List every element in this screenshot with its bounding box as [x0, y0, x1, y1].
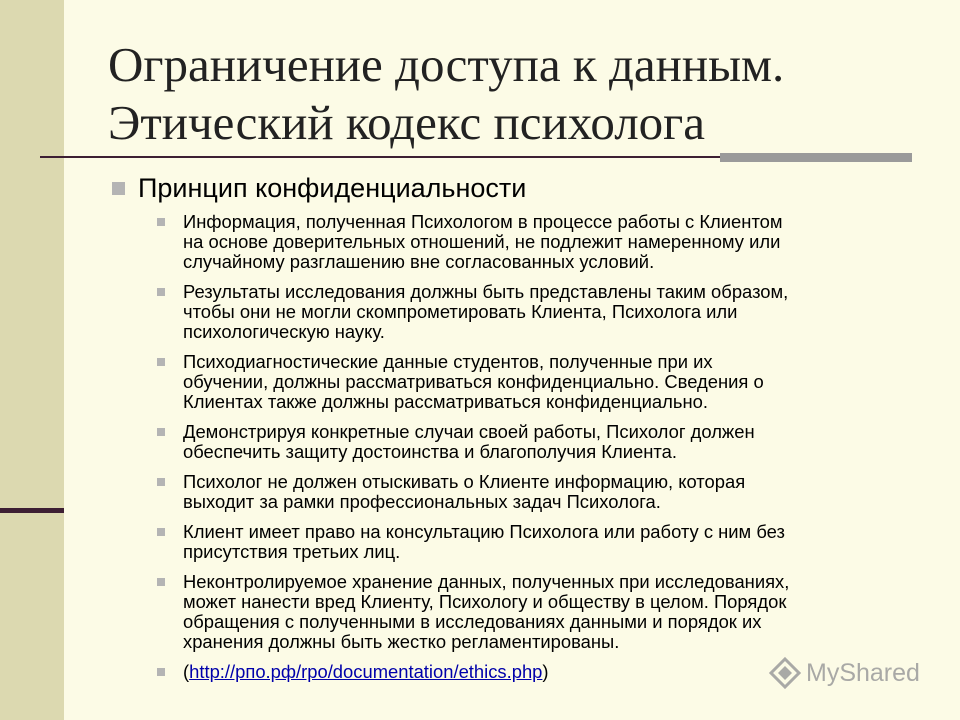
myshared-logo-icon [768, 656, 802, 690]
list-item [183, 422, 923, 462]
list-item [183, 472, 923, 512]
square-bullet-icon [157, 668, 165, 676]
list-item-line: обращения с полученными в исследованиях данными и порядок их [183, 611, 762, 632]
list-item-line: Демонстрируя конкретные случаи своей работы, Психолог должен [183, 421, 755, 442]
list-item-line: Неконтролируемое хранение данных, полученных при исследованиях, [183, 571, 790, 592]
square-bullet-icon [112, 182, 125, 195]
list-item-line: может нанести вред Клиенту, Психологу и обществу в целом. Порядок [183, 591, 787, 612]
list-item-line: Клиентах также должны рассматриваться конфиденциально. [183, 391, 708, 412]
list-item-line: психологическую науку. [183, 321, 385, 342]
list-item [183, 572, 923, 652]
square-bullet-icon [157, 358, 165, 366]
square-bullet-icon [157, 478, 165, 486]
principles-list [183, 212, 923, 692]
link-close-paren: ) [542, 661, 549, 682]
square-bullet-icon [157, 288, 165, 296]
list-item [183, 352, 923, 412]
list-item-line: Психолог не должен отыскивать о Клиенте информацию, которая [183, 471, 746, 492]
list-item-line: Клиент имеет право на консультацию Психолога или работу с ним без [183, 521, 785, 542]
slide-title [108, 36, 928, 152]
section-heading [138, 172, 526, 204]
ethics-code-link[interactable]: http://рпо.рф/rpo/documentation/ethics.php [189, 661, 543, 682]
list-item-line: на основе доверительных отношений, не подлежит намеренному или [183, 231, 781, 252]
list-item-line: хранения должны быть жестко регламентированы. [183, 631, 620, 652]
square-bullet-icon [157, 428, 165, 436]
square-bullet-icon [157, 528, 165, 536]
square-bullet-icon [157, 218, 165, 226]
myshared-watermark [768, 656, 920, 690]
square-bullet-icon [157, 578, 165, 586]
sidebar-accent-bar [0, 508, 64, 513]
list-item-line: обеспечить защиту достоинства и благополучия Клиента. [183, 441, 677, 462]
list-item-line: случайному разглашению вне согласованных условий. [183, 251, 655, 272]
list-item [183, 212, 923, 272]
sidebar-band [0, 0, 64, 720]
watermark-text: MyShared [806, 658, 920, 687]
section-heading-text: Принцип конфиденциальности [138, 173, 527, 203]
list-item [183, 282, 923, 342]
title-underline-accent [720, 153, 912, 162]
list-item-line: Психодиагностические данные студентов, полученные при их [183, 351, 713, 372]
slide-title-line-1: Ограничение доступа к данным. [108, 37, 785, 92]
list-item-line: обучении, должны рассматриваться конфиденциально. Сведения о [183, 371, 764, 392]
list-item-line: Результаты исследования должны быть представлены таким образом, [183, 281, 789, 302]
list-item-line: выходит за рамки профессиональных задач Психолога. [183, 491, 661, 512]
list-item-line: чтобы они не могли скомпрометировать Клиента, Психолога или [183, 301, 738, 322]
link-open-paren: ( [183, 661, 190, 682]
list-item-line: Информация, полученная Психологом в процессе работы с Клиентом [183, 211, 783, 232]
list-item [183, 522, 923, 562]
slide-title-line-2: Этический кодекс психолога [108, 95, 705, 150]
list-item-line: присутствия третьих лиц. [183, 541, 401, 562]
